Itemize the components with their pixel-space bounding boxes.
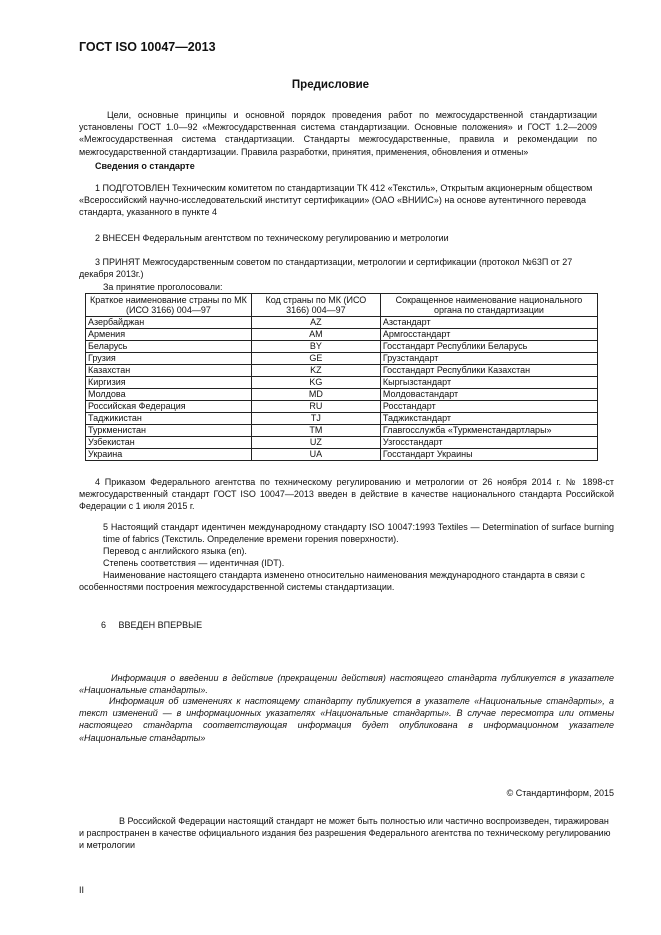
standards-body-cell: Главгосслужба «Туркменстандартлары» — [380, 425, 597, 437]
table-header-cell: Сокращенное наименование национального органа по стандартизации — [380, 294, 597, 317]
table-row — [86, 317, 598, 329]
country-name-cell: Киргизия — [86, 377, 252, 389]
country-code-cell: UA — [251, 449, 380, 461]
standards-body-cell: Узгосстандарт — [380, 437, 597, 449]
table-row — [86, 329, 598, 341]
standards-body-cell: Госстандарт Республики Беларусь — [380, 341, 597, 353]
table-row — [86, 365, 598, 377]
item-6: 6 ВВЕДЕН ВПЕРВЫЕ — [101, 620, 203, 630]
table-row — [86, 449, 598, 461]
copyright: © Стандартинформ, 2015 — [506, 788, 614, 798]
page-number: II — [79, 885, 85, 895]
item-5-translation: Перевод с английского языка (en). — [103, 546, 247, 556]
table-row — [86, 377, 598, 389]
country-name-cell: Армения — [86, 329, 252, 341]
notice-changes: Информация об изменениях к настоящему стандарту публикуется в указателе «Национальные стандарты», а текст изменений — в информационных указателях «Национальные стандарты». В случае пересмотра или отмены настоящего стандарта соответствующая информация будет опубликована в информационном указателе «Национальные стандарты» — [79, 696, 614, 743]
table-header-cell: Код страны по МК (ИСО 3166) 004—97 — [251, 294, 380, 317]
country-name-cell: Таджикистан — [86, 413, 252, 425]
page-title: Предисловие — [291, 79, 370, 91]
voting-table — [85, 293, 598, 461]
country-code-cell: TM — [251, 425, 380, 437]
standards-body-cell: Росстандарт — [380, 401, 597, 413]
country-code-cell: KG — [251, 377, 380, 389]
country-code-cell: AZ — [251, 317, 380, 329]
country-code-cell: MD — [251, 389, 380, 401]
table-row — [86, 389, 598, 401]
country-code-cell: BY — [251, 341, 380, 353]
reproduction-notice: В Российской Федерации настоящий стандарт не может быть полностью или частично воспроизведен, тиражирован и распространен в качестве официального издания без разрешения Федерального агентства по техническому регулированию и метрологии — [79, 816, 611, 851]
table-row — [86, 425, 598, 437]
notice-introduction: Информация о введении в действие (прекращении действия) настоящего стандарта публикуется в указателе «Национальные стандарты». — [79, 673, 614, 696]
table-row — [86, 413, 598, 425]
standards-body-cell: Госстандарт Украины — [380, 449, 597, 461]
country-code-cell: UZ — [251, 437, 380, 449]
standards-body-cell: Кыргызстандарт — [380, 377, 597, 389]
country-code-cell: AM — [251, 329, 380, 341]
table-row — [86, 341, 598, 353]
intro-paragraph: Цели, основные принципы и основной порядок проведения работ по межгосударственной стандартизации установлены ГОСТ 1.0—92 «Межгосударственная система стандартизации. Основные положения» и ГОСТ 1.2—2009 «Межгосударственная система стандартизации. Стандарты межгосударственные, правила и рекомендации по межгосударственной стандартизации. Правила разработки, принятия, применения, обновления и отмены» — [79, 110, 597, 157]
item-4: 4 Приказом Федерального агентства по техническому регулированию и метрологии от 26 ноября 2014 г. № 1898-ст межгосударственный стандарт ГОСТ ISO 10047—2013 введен в действие в качестве национального стандарта Российской Федерации с 1 июля 2015 г. — [79, 477, 614, 512]
country-code-cell: TJ — [251, 413, 380, 425]
country-name-cell: Казахстан — [86, 365, 252, 377]
standards-body-cell: Госстандарт Республики Казахстан — [380, 365, 597, 377]
country-code-cell: GE — [251, 353, 380, 365]
country-name-cell: Грузия — [86, 353, 252, 365]
item-5-degree: Степень соответствия — идентичная (IDT). — [103, 558, 285, 568]
standards-body-cell: Азстандарт — [380, 317, 597, 329]
table-row — [86, 437, 598, 449]
standards-body-cell: Армгосстандарт — [380, 329, 597, 341]
item-3: 3 ПРИНЯТ Межгосударственным советом по стандартизации, метрологии и сертификации (протокол №63П от 27 декабря 2013г.) — [79, 257, 573, 280]
item-5-text: 5 Настоящий стандарт идентичен международному стандарту ISO 10047:1993 Textiles — Determination of surface burning time of fabrics (Текстиль. Определение времени горения поверхности). — [103, 522, 614, 545]
table-row — [86, 353, 598, 365]
country-name-cell: Азербайджан — [86, 317, 252, 329]
item-5-name-change: Наименование настоящего стандарта изменено относительно наименования международного стандарта в связи с особенностями построения межгосударственной системы стандартизации. — [79, 570, 585, 593]
table-header-row — [86, 294, 598, 317]
country-name-cell: Узбекистан — [86, 437, 252, 449]
standards-body-cell: Молдовастандарт — [380, 389, 597, 401]
standards-body-cell: Таджикстандарт — [380, 413, 597, 425]
table-row — [86, 401, 598, 413]
vote-caption: За принятие проголосовали: — [103, 282, 223, 292]
document-header: ГОСТ ISO 10047—2013 — [79, 40, 216, 54]
item-2: 2 ВНЕСЕН Федеральным агентством по техническому регулированию и метрологии — [95, 233, 449, 243]
country-name-cell: Туркменистан — [86, 425, 252, 437]
item-5 — [103, 521, 614, 545]
country-name-cell: Беларусь — [86, 341, 252, 353]
table-header-cell: Краткое наименование страны по МК (ИСО 3166) 004—97 — [86, 294, 252, 317]
country-name-cell: Молдова — [86, 389, 252, 401]
country-code-cell: RU — [251, 401, 380, 413]
country-name-cell: Российская Федерация — [86, 401, 252, 413]
item-1: 1 ПОДГОТОВЛЕН Техническим комитетом по стандартизации ТК 412 «Текстиль», Открытым акционерным обществом «Всероссийский научно-исследовательский институт сертификации» (ОАО «ВНИИС») на основе аутентичного перевода стандарта, указанного в пункте 4 — [79, 183, 593, 218]
country-name-cell: Украина — [86, 449, 252, 461]
info-heading: Сведения о стандарте — [95, 161, 195, 171]
country-code-cell: KZ — [251, 365, 380, 377]
standards-body-cell: Грузстандарт — [380, 353, 597, 365]
